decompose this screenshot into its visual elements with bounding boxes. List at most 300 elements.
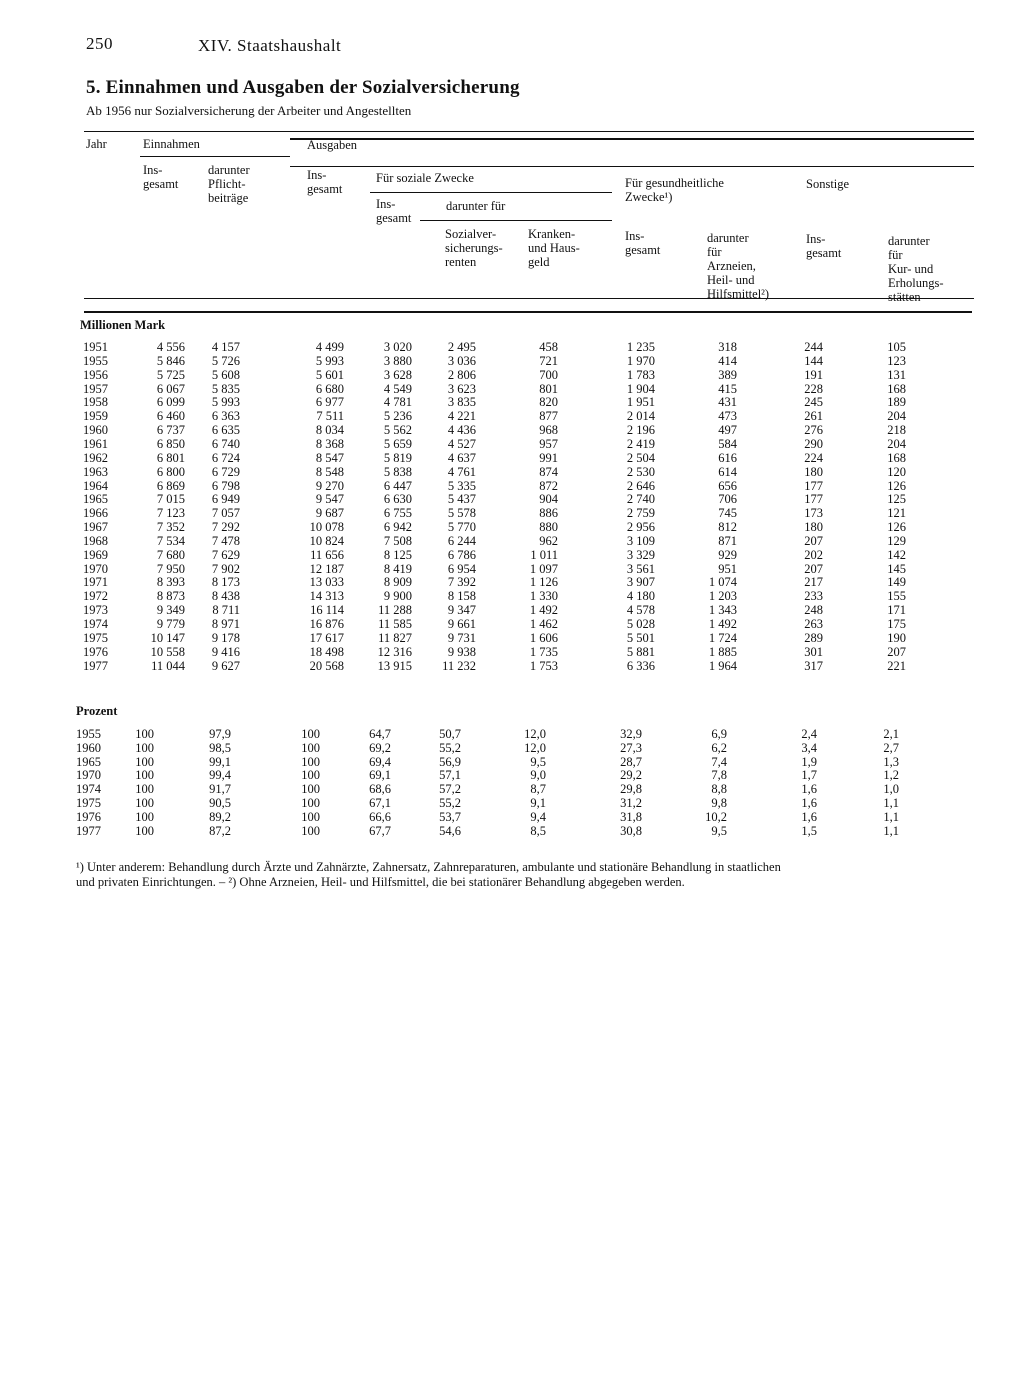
cell-son-darunter: 123 — [887, 353, 906, 368]
cell-ein-pflicht: 7 057 — [211, 506, 240, 521]
cell-ges-insgesamt: 3 109 — [626, 533, 655, 548]
cell-son-insgesamt: 191 — [804, 367, 823, 382]
cell-soz-kranken: 962 — [539, 533, 558, 548]
cell-soz-insgesamt: 6 447 — [383, 478, 412, 493]
cell-ges-darunter: 1 203 — [708, 589, 737, 604]
cell-soz-renten: 54,6 — [439, 823, 461, 838]
cell-jahr: 1970 — [76, 768, 101, 783]
cell-soz-renten: 9 938 — [447, 644, 476, 659]
cell-ein-pflicht: 8 971 — [211, 617, 240, 631]
cell-ein-insgesamt: 100 — [135, 796, 154, 810]
cell-aus-insgesamt: 100 — [301, 809, 320, 824]
cell-ges-darunter: 1 492 — [708, 617, 737, 631]
cell-son-insgesamt: 261 — [804, 409, 823, 424]
cell-ein-pflicht: 9 416 — [211, 644, 240, 659]
cell-son-insgesamt: 1,6 — [801, 782, 817, 797]
cell-ein-insgesamt: 100 — [135, 823, 154, 838]
cell-soz-renten: 9 661 — [447, 617, 476, 631]
cell-soz-insgesamt: 12 316 — [377, 644, 412, 659]
table-row — [0, 451, 1024, 465]
cell-son-darunter: 120 — [887, 464, 906, 479]
cell-soz-kranken: 721 — [539, 353, 558, 368]
cell-soz-insgesamt: 8 419 — [383, 561, 412, 576]
header-ausgaben: Ausgaben — [307, 138, 357, 152]
cell-aus-insgesamt: 16 114 — [310, 603, 344, 618]
header-son-insgesamt: Ins- gesamt — [806, 232, 842, 260]
header-sonstige: Sonstige — [806, 177, 850, 191]
cell-son-insgesamt: 173 — [804, 506, 823, 521]
cell-ges-darunter: 414 — [718, 353, 737, 368]
cell-son-insgesamt: 228 — [804, 381, 823, 396]
header-son-darunter: darunter für Kur- und Erholungs- stätten — [888, 234, 944, 304]
cell-soz-insgesamt: 11 288 — [378, 603, 412, 618]
cell-aus-insgesamt: 5 601 — [315, 367, 344, 382]
table-top-rule — [84, 131, 974, 132]
cell-jahr: 1960 — [83, 423, 108, 438]
cell-soz-renten: 6 954 — [447, 561, 476, 576]
table-row — [0, 645, 1024, 659]
table-row — [0, 782, 1024, 796]
cell-ein-insgesamt: 9 779 — [156, 617, 185, 631]
cell-soz-kranken: 1 011 — [530, 547, 558, 562]
cell-son-darunter: 168 — [887, 381, 906, 396]
ausgaben-sub-rule — [290, 166, 974, 167]
cell-ges-darunter: 10,2 — [705, 809, 727, 824]
cell-soz-insgesamt: 8 909 — [383, 575, 412, 590]
table-row — [0, 589, 1024, 603]
cell-ein-insgesamt: 6 869 — [156, 478, 185, 493]
cell-soz-kranken: 9,1 — [530, 796, 546, 810]
cell-jahr: 1967 — [83, 520, 108, 535]
cell-aus-insgesamt: 6 680 — [315, 381, 344, 396]
cell-jahr: 1957 — [83, 381, 108, 396]
cell-soz-kranken: 877 — [539, 409, 558, 424]
cell-soz-renten: 11 232 — [442, 658, 476, 673]
cell-aus-insgesamt: 9 270 — [315, 478, 344, 493]
cell-soz-renten: 5 437 — [447, 492, 476, 507]
cell-ges-darunter: 1 343 — [708, 603, 737, 618]
cell-soz-insgesamt: 3 628 — [383, 367, 412, 382]
cell-aus-insgesamt: 10 824 — [309, 533, 344, 548]
cell-soz-insgesamt: 3 020 — [383, 340, 412, 354]
cell-ges-darunter: 8,8 — [711, 782, 727, 797]
cell-son-insgesamt: 289 — [804, 630, 823, 645]
cell-ges-insgesamt: 2 419 — [626, 436, 655, 451]
cell-ges-darunter: 415 — [718, 381, 737, 396]
cell-soz-insgesamt: 7 508 — [383, 533, 412, 548]
table-row — [0, 437, 1024, 451]
cell-soz-kranken: 12,0 — [524, 740, 546, 755]
header-ges-insgesamt: Ins- gesamt — [625, 229, 661, 257]
table-title: 5. Einnahmen und Ausgaben der Sozialversicherung — [86, 77, 520, 98]
cell-soz-insgesamt: 4 549 — [383, 381, 412, 396]
header-einnahmen: Einnahmen — [143, 137, 200, 151]
cell-ges-insgesamt: 2 759 — [626, 506, 655, 521]
cell-soz-renten: 55,2 — [439, 796, 461, 810]
cell-ges-darunter: 871 — [718, 533, 737, 548]
table-subtitle: Ab 1956 nur Sozialversicherung der Arbeiter und Angestellten — [86, 103, 412, 118]
header-soz-darunter: darunter für — [446, 199, 506, 213]
cell-son-darunter: 121 — [887, 506, 906, 521]
cell-ein-insgesamt: 100 — [135, 768, 154, 783]
cell-soz-renten: 3 036 — [447, 353, 476, 368]
cell-soz-renten: 3 835 — [447, 395, 476, 410]
cell-ein-insgesamt: 100 — [135, 782, 154, 797]
cell-ein-insgesamt: 11 044 — [151, 658, 185, 673]
cell-son-darunter: 1,2 — [883, 768, 899, 783]
cell-soz-kranken: 9,5 — [530, 754, 546, 769]
cell-jahr: 1951 — [83, 340, 108, 354]
cell-soz-renten: 8 158 — [447, 589, 476, 604]
cell-ein-pflicht: 89,2 — [209, 809, 231, 824]
cell-son-insgesamt: 244 — [804, 340, 823, 354]
cell-son-insgesamt: 2,4 — [801, 727, 817, 741]
cell-soz-insgesamt: 6 942 — [383, 520, 412, 535]
cell-aus-insgesamt: 5 993 — [315, 353, 344, 368]
table-row — [0, 631, 1024, 645]
cell-soz-renten: 55,2 — [439, 740, 461, 755]
cell-ein-pflicht: 6 724 — [211, 450, 240, 465]
cell-ein-insgesamt: 7 950 — [156, 561, 185, 576]
cell-ein-pflicht: 6 798 — [211, 478, 240, 493]
cell-aus-insgesamt: 7 511 — [316, 409, 344, 424]
cell-ges-insgesamt: 2 504 — [626, 450, 655, 465]
cell-ges-insgesamt: 31,2 — [620, 796, 642, 810]
cell-ges-insgesamt: 32,9 — [620, 727, 642, 741]
table-row — [0, 659, 1024, 673]
cell-son-darunter: 1,0 — [883, 782, 899, 797]
cell-soz-kranken: 886 — [539, 506, 558, 521]
cell-soz-insgesamt: 68,6 — [369, 782, 391, 797]
cell-son-darunter: 204 — [887, 409, 906, 424]
cell-ges-insgesamt: 1 783 — [626, 367, 655, 382]
cell-ges-insgesamt: 1 970 — [626, 353, 655, 368]
cell-soz-kranken: 8,5 — [530, 823, 546, 838]
cell-jahr: 1969 — [83, 547, 108, 562]
cell-son-darunter: 189 — [887, 395, 906, 410]
cell-soz-renten: 56,9 — [439, 754, 461, 769]
cell-soz-renten: 4 761 — [447, 464, 476, 479]
cell-soz-kranken: 1 462 — [529, 617, 558, 631]
cell-son-insgesamt: 177 — [804, 478, 823, 493]
cell-ges-darunter: 1 724 — [708, 630, 737, 645]
cell-jahr: 1955 — [83, 353, 108, 368]
cell-ein-pflicht: 5 993 — [211, 395, 240, 410]
table-row — [0, 796, 1024, 810]
header-double-rule — [84, 311, 972, 313]
cell-jahr: 1977 — [76, 823, 101, 838]
cell-son-insgesamt: 248 — [804, 603, 823, 618]
page-number: 250 — [86, 34, 113, 53]
cell-soz-kranken: 957 — [539, 436, 558, 451]
cell-soz-kranken: 12,0 — [524, 727, 546, 741]
cell-soz-kranken: 968 — [539, 423, 558, 438]
cell-ein-insgesamt: 100 — [135, 809, 154, 824]
cell-aus-insgesamt: 8 547 — [315, 450, 344, 465]
cell-soz-insgesamt: 8 125 — [383, 547, 412, 562]
cell-jahr: 1974 — [76, 782, 101, 797]
header-soz-insgesamt: Ins- gesamt — [376, 197, 412, 225]
cell-son-darunter: 131 — [887, 367, 906, 382]
cell-ein-pflicht: 9 627 — [211, 658, 240, 673]
cell-ges-darunter: 951 — [718, 561, 737, 576]
cell-soz-kranken: 1 330 — [529, 589, 558, 604]
cell-son-insgesamt: 207 — [804, 561, 823, 576]
cell-son-darunter: 129 — [887, 533, 906, 548]
cell-ein-pflicht: 99,1 — [209, 754, 231, 769]
cell-soz-kranken: 1 753 — [529, 658, 558, 673]
cell-son-darunter: 149 — [887, 575, 906, 590]
cell-ges-insgesamt: 5 501 — [626, 630, 655, 645]
cell-ges-insgesamt: 28,7 — [620, 754, 642, 769]
table-row — [0, 395, 1024, 409]
cell-aus-insgesamt: 10 078 — [309, 520, 344, 535]
cell-ein-pflicht: 6 635 — [211, 423, 240, 438]
cell-aus-insgesamt: 16 876 — [309, 617, 344, 631]
cell-soz-renten: 2 495 — [447, 340, 476, 354]
table-row — [0, 492, 1024, 506]
cell-son-insgesamt: 207 — [804, 533, 823, 548]
cell-ges-darunter: 318 — [718, 340, 737, 354]
cell-son-insgesamt: 276 — [804, 423, 823, 438]
cell-son-insgesamt: 263 — [804, 617, 823, 631]
cell-ges-darunter: 473 — [718, 409, 737, 424]
header-soziale-zwecke: Für soziale Zwecke — [376, 171, 474, 185]
cell-ein-insgesamt: 6 460 — [156, 409, 185, 424]
cell-ein-insgesamt: 7 123 — [156, 506, 185, 521]
cell-ein-insgesamt: 4 556 — [156, 340, 185, 354]
cell-soz-insgesamt: 9 900 — [383, 589, 412, 604]
cell-jahr: 1975 — [83, 630, 108, 645]
running-head: XIV. Staatshaushalt — [198, 36, 342, 55]
cell-soz-insgesamt: 6 755 — [383, 506, 412, 521]
cell-jahr: 1968 — [83, 533, 108, 548]
cell-soz-renten: 2 806 — [447, 367, 476, 382]
cell-son-insgesamt: 177 — [804, 492, 823, 507]
cell-son-darunter: 168 — [887, 450, 906, 465]
cell-aus-insgesamt: 11 656 — [310, 547, 344, 562]
cell-ein-insgesamt: 7 015 — [156, 492, 185, 507]
cell-ein-pflicht: 5 835 — [211, 381, 240, 396]
cell-soz-insgesamt: 4 781 — [383, 395, 412, 410]
cell-soz-renten: 53,7 — [439, 809, 461, 824]
table-row — [0, 382, 1024, 396]
cell-son-insgesamt: 3,4 — [801, 740, 817, 755]
cell-ges-insgesamt: 31,8 — [620, 809, 642, 824]
cell-ein-insgesamt: 5 846 — [156, 353, 185, 368]
cell-ein-pflicht: 6 740 — [211, 436, 240, 451]
cell-ges-darunter: 1 885 — [708, 644, 737, 659]
cell-jahr: 1965 — [76, 754, 101, 769]
cell-soz-kranken: 904 — [539, 492, 558, 507]
cell-ges-insgesamt: 29,2 — [620, 768, 642, 783]
table-row — [0, 506, 1024, 520]
cell-jahr: 1961 — [83, 436, 108, 451]
header-aus-insgesamt: Ins- gesamt — [307, 168, 343, 196]
cell-son-insgesamt: 301 — [804, 644, 823, 659]
cell-son-insgesamt: 144 — [804, 353, 823, 368]
cell-soz-renten: 3 623 — [447, 381, 476, 396]
cell-son-darunter: 175 — [887, 617, 906, 631]
cell-ges-insgesamt: 3 561 — [626, 561, 655, 576]
cell-ges-darunter: 6,9 — [711, 727, 727, 741]
cell-son-insgesamt: 233 — [804, 589, 823, 604]
cell-soz-kranken: 1 606 — [529, 630, 558, 645]
cell-ges-insgesamt: 5 881 — [626, 644, 655, 659]
cell-soz-renten: 9 731 — [447, 630, 476, 645]
cell-soz-insgesamt: 3 880 — [383, 353, 412, 368]
table-row — [0, 617, 1024, 631]
cell-ges-insgesamt: 2 646 — [626, 478, 655, 493]
cell-ein-pflicht: 7 902 — [211, 561, 240, 576]
cell-soz-kranken: 801 — [539, 381, 558, 396]
cell-soz-insgesamt: 67,7 — [369, 823, 391, 838]
cell-soz-insgesamt: 66,6 — [369, 809, 391, 824]
footnote-2: und privaten Einrichtungen. – ²) Ohne Arzneien, Heil- und Hilfsmittel, die bei stationärer Behandlung abgegeben werden. — [76, 875, 685, 889]
ausgaben-rule — [290, 138, 974, 140]
cell-jahr: 1975 — [76, 796, 101, 810]
cell-son-insgesamt: 1,7 — [801, 768, 817, 783]
cell-aus-insgesamt: 8 034 — [315, 423, 344, 438]
cell-aus-insgesamt: 100 — [301, 727, 320, 741]
cell-soz-renten: 5 335 — [447, 478, 476, 493]
table-row — [0, 562, 1024, 576]
table-row — [0, 755, 1024, 769]
cell-ein-pflicht: 97,9 — [209, 727, 231, 741]
cell-aus-insgesamt: 9 687 — [315, 506, 344, 521]
cell-soz-renten: 5 578 — [447, 506, 476, 521]
cell-aus-insgesamt: 13 033 — [309, 575, 344, 590]
darunter-rule — [420, 220, 612, 221]
footnote-1: ¹) Unter anderem: Behandlung durch Ärzte und Zahnärzte, Zahnersatz, Zahnreparaturen, ambulante und stationäre Behandlung in staatlichen — [76, 860, 781, 874]
cell-son-darunter: 126 — [887, 520, 906, 535]
cell-ges-insgesamt: 30,8 — [620, 823, 642, 838]
cell-ein-insgesamt: 100 — [135, 754, 154, 769]
cell-jahr: 1972 — [83, 589, 108, 604]
cell-aus-insgesamt: 14 313 — [309, 589, 344, 604]
cell-ges-darunter: 6,2 — [711, 740, 727, 755]
cell-son-insgesamt: 290 — [804, 436, 823, 451]
cell-ein-insgesamt: 10 147 — [150, 630, 185, 645]
cell-ein-pflicht: 8 438 — [211, 589, 240, 604]
table-row — [0, 575, 1024, 589]
cell-aus-insgesamt: 100 — [301, 796, 320, 810]
cell-ein-insgesamt: 5 725 — [156, 367, 185, 382]
cell-ges-darunter: 7,8 — [711, 768, 727, 783]
cell-ein-pflicht: 6 729 — [211, 464, 240, 479]
cell-ein-pflicht: 91,7 — [209, 782, 231, 797]
cell-son-darunter: 207 — [887, 644, 906, 659]
cell-ein-pflicht: 7 629 — [211, 547, 240, 562]
cell-ges-darunter: 706 — [718, 492, 737, 507]
cell-ein-insgesamt: 6 737 — [156, 423, 185, 438]
cell-soz-kranken: 9,0 — [530, 768, 546, 783]
header-gesundheitliche-zwecke: Für gesundheitliche Zwecke¹) — [625, 176, 724, 204]
cell-ges-darunter: 1 074 — [708, 575, 737, 590]
cell-ges-insgesamt: 2 530 — [626, 464, 655, 479]
cell-ein-insgesamt: 6 099 — [156, 395, 185, 410]
cell-soz-renten: 9 347 — [447, 603, 476, 618]
cell-ges-insgesamt: 4 180 — [626, 589, 655, 604]
cell-son-insgesamt: 180 — [804, 464, 823, 479]
header-soz-kranken: Kranken- und Haus- geld — [528, 227, 580, 269]
cell-ein-pflicht: 87,2 — [209, 823, 231, 838]
cell-son-insgesamt: 202 — [804, 547, 823, 562]
cell-soz-insgesamt: 5 562 — [383, 423, 412, 438]
table-row — [0, 423, 1024, 437]
cell-ein-pflicht: 6 363 — [211, 409, 240, 424]
cell-ges-insgesamt: 2 740 — [626, 492, 655, 507]
cell-son-darunter: 171 — [887, 603, 906, 618]
cell-ges-insgesamt: 6 336 — [626, 658, 655, 673]
cell-ein-insgesamt: 7 534 — [156, 533, 185, 548]
cell-soz-renten: 5 770 — [447, 520, 476, 535]
cell-jahr: 1965 — [83, 492, 108, 507]
table-row — [0, 741, 1024, 755]
cell-soz-kranken: 8,7 — [530, 782, 546, 797]
cell-ein-insgesamt: 100 — [135, 740, 154, 755]
cell-jahr: 1974 — [83, 617, 108, 631]
cell-soz-insgesamt: 69,4 — [369, 754, 391, 769]
table-row — [0, 368, 1024, 382]
cell-jahr: 1963 — [83, 464, 108, 479]
cell-soz-insgesamt: 5 819 — [383, 450, 412, 465]
cell-soz-renten: 6 786 — [447, 547, 476, 562]
cell-soz-renten: 50,7 — [439, 727, 461, 741]
cell-ges-darunter: 7,4 — [711, 754, 727, 769]
cell-ges-darunter: 745 — [718, 506, 737, 521]
cell-jahr: 1956 — [83, 367, 108, 382]
cell-aus-insgesamt: 100 — [301, 740, 320, 755]
cell-aus-insgesamt: 18 498 — [309, 644, 344, 659]
cell-ges-darunter: 431 — [718, 395, 737, 410]
cell-soz-insgesamt: 69,1 — [369, 768, 391, 783]
cell-ein-insgesamt: 8 393 — [156, 575, 185, 590]
cell-ein-pflicht: 8 173 — [211, 575, 240, 590]
cell-soz-insgesamt: 5 838 — [383, 464, 412, 479]
cell-soz-insgesamt: 6 630 — [383, 492, 412, 507]
table-row — [0, 548, 1024, 562]
table-row — [0, 603, 1024, 617]
cell-ges-darunter: 497 — [718, 423, 737, 438]
cell-ein-insgesamt: 7 680 — [156, 547, 185, 562]
cell-ges-insgesamt: 27,3 — [620, 740, 642, 755]
header-jahr: Jahr — [86, 137, 107, 151]
cell-son-darunter: 1,3 — [883, 754, 899, 769]
cell-ein-insgesamt: 8 873 — [156, 589, 185, 604]
cell-ein-insgesamt: 9 349 — [156, 603, 185, 618]
cell-soz-insgesamt: 13 915 — [377, 658, 412, 673]
cell-soz-insgesamt: 67,1 — [369, 796, 391, 810]
cell-soz-insgesamt: 11 827 — [378, 630, 412, 645]
cell-aus-insgesamt: 6 977 — [315, 395, 344, 410]
cell-jahr: 1976 — [83, 644, 108, 659]
cell-ges-insgesamt: 2 956 — [626, 520, 655, 535]
cell-soz-kranken: 9,4 — [530, 809, 546, 824]
cell-aus-insgesamt: 8 368 — [315, 436, 344, 451]
table-row — [0, 520, 1024, 534]
cell-soz-kranken: 820 — [539, 395, 558, 410]
table-row — [0, 354, 1024, 368]
cell-ges-darunter: 584 — [718, 436, 737, 451]
cell-soz-insgesamt: 64,7 — [369, 727, 391, 741]
cell-aus-insgesamt: 100 — [301, 768, 320, 783]
cell-ges-darunter: 616 — [718, 450, 737, 465]
cell-soz-kranken: 991 — [539, 450, 558, 465]
cell-son-insgesamt: 1,9 — [801, 754, 817, 769]
cell-soz-renten: 57,1 — [439, 768, 461, 783]
cell-jahr: 1962 — [83, 450, 108, 465]
